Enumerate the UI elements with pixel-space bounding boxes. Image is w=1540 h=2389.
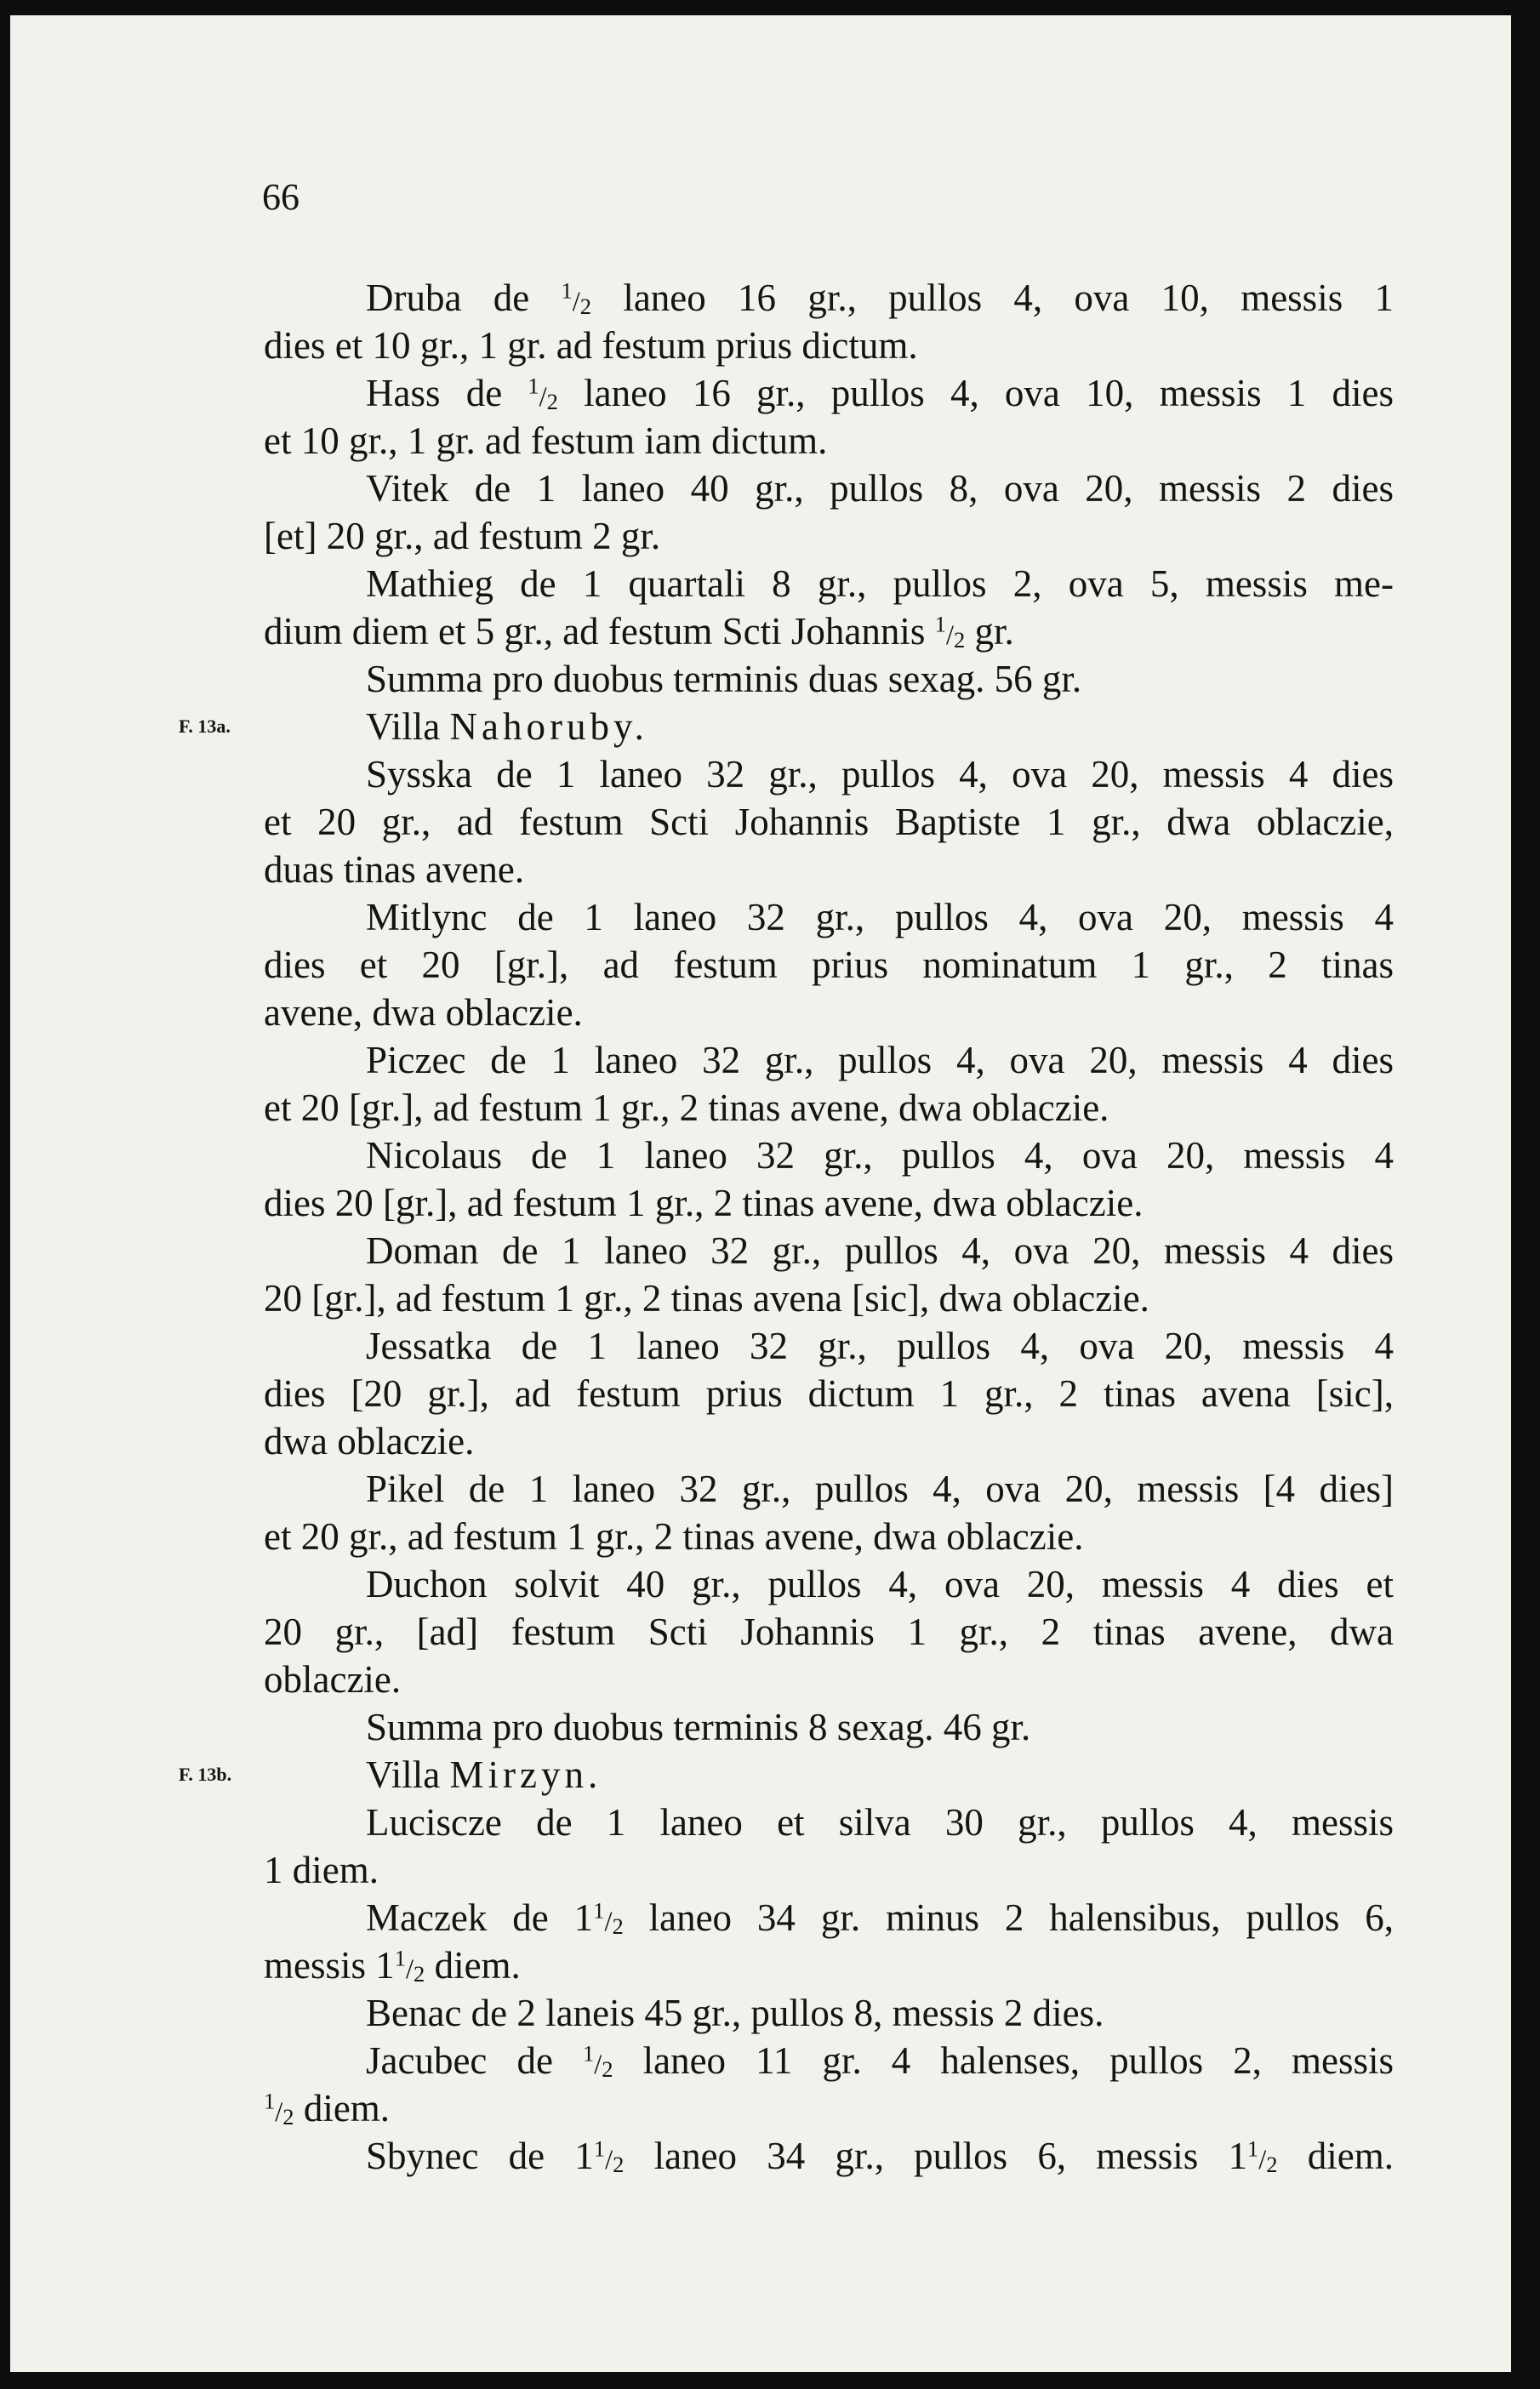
village-heading-mirzyn: Villa Mirzyn. <box>366 1753 602 1796</box>
margin-note-folio-13b: F. 13b. <box>179 1764 232 1785</box>
entry-hass-line-2: et 10 gr., 1 gr. ad festum iam dictum. <box>264 419 828 462</box>
document-page <box>10 15 1511 2372</box>
summa-1: Summa pro duobus terminis duas sexag. 56 gr. <box>366 658 1082 700</box>
entry-vitek-line-2: [et] 20 gr., ad festum 2 gr. <box>264 515 661 557</box>
entry-benac: Benac de 2 laneis 45 gr., pullos 8, messis 2 dies. <box>366 1992 1104 2034</box>
entry-jessatka-line-3: dwa oblaczie. <box>264 1420 475 1462</box>
entry-doman-line-1: Doman de 1 laneo 32 gr., pullos 4, ova 20, messis 4 dies <box>366 1229 1394 1272</box>
entry-sbynec: Sbynec de $1^1/_2$ laneo 34 gr., pullos 6, messis $1^1/_2$ diem. <box>366 2135 1395 2177</box>
fraction-half: $^1/_2$ <box>528 373 558 414</box>
fraction-half: $^1/_2$ <box>582 2040 613 2082</box>
fraction-half: $^1/_2$ <box>394 1945 425 1987</box>
page-number: 66 <box>262 176 299 218</box>
entry-druba-line-2: dies et 10 gr., 1 gr. ad festum prius dictum. <box>264 324 918 367</box>
entry-pikel-line-1: Pikel de 1 laneo 32 gr., pullos 4, ova 20, messis [4 dies] <box>366 1468 1394 1510</box>
fraction-half: $^1/_2$ <box>593 1897 624 1939</box>
village-heading-nahoruby: Villa Nahoruby. <box>366 705 648 748</box>
margin-note-folio-13a: F. 13a. <box>179 716 231 737</box>
entry-jessatka-line-1: Jessatka de 1 laneo 32 gr., pullos 4, ova 20, messis 4 <box>366 1325 1394 1367</box>
entry-jacubec-line-1: Jacubec de $^1/_2$ laneo 11 gr. 4 halenses, pullos 2, messis <box>366 2039 1394 2082</box>
entry-jessatka-line-2: dies [20 gr.], ad festum prius dictum 1 gr., 2 tinas avena [sic], <box>264 1372 1394 1415</box>
entry-maczek-line-2: messis $1^1/_2$ diem. <box>264 1944 521 1987</box>
summa-2: Summa pro duobus terminis 8 sexag. 46 gr. <box>366 1706 1031 1748</box>
entry-sysska-line-1: Sysska de 1 laneo 32 gr., pullos 4, ova 20, messis 4 dies <box>366 753 1394 795</box>
entry-duchon-line-3: oblaczie. <box>264 1658 402 1701</box>
entry-luciscze-line-2: 1 diem. <box>264 1849 379 1891</box>
entry-sysska-line-3: duas tinas avene. <box>264 848 525 891</box>
entry-pikel-line-2: et 20 gr., ad festum 1 gr., 2 tinas avene, dwa oblaczie. <box>264 1515 1084 1558</box>
entry-nicolaus-line-2: dies 20 [gr.], ad festum 1 gr., 2 tinas avene, dwa oblaczie. <box>264 1182 1144 1224</box>
entry-mitlync-line-3: avene, dwa oblaczie. <box>264 991 583 1034</box>
entry-hass-line-1: Hass de $^1/_2$ laneo 16 gr., pullos 4, ova 10, messis 1 dies <box>366 372 1394 414</box>
entry-duchon-line-1: Duchon solvit 40 gr., pullos 4, ova 20, messis 4 dies et <box>366 1563 1394 1605</box>
entry-vitek-line-1: Vitek de 1 laneo 40 gr., pullos 8, ova 20, messis 2 dies <box>366 467 1394 510</box>
fraction-half: $^1/_2$ <box>1247 2135 1278 2177</box>
entry-druba-line-1: Druba de $^1/_2$ laneo 16 gr., pullos 4, ova 10, messis 1 <box>366 277 1394 319</box>
entry-mathieg-line-2: dium diem et 5 gr., ad festum Scti Johannis $^1/_2$ gr. <box>264 610 1014 653</box>
entry-sysska-line-2: et 20 gr., ad festum Scti Johannis Baptiste 1 gr., dwa oblaczie, <box>264 801 1394 843</box>
fraction-half: $^1/_2$ <box>934 611 966 653</box>
entry-mathieg-line-1: Mathieg de 1 quartali 8 gr., pullos 2, ova 5, messis me- <box>366 562 1394 605</box>
entry-maczek-line-1: Maczek de $1^1/_2$ laneo 34 gr. minus 2 halensibus, pullos 6, <box>366 1896 1394 1939</box>
fraction-half: $^1/_2$ <box>264 2088 294 2130</box>
entry-jacubec-line-2: $^1/_2$ diem. <box>264 2087 391 2130</box>
entry-nicolaus-line-1: Nicolaus de 1 laneo 32 gr., pullos 4, ova 20, messis 4 <box>366 1134 1394 1177</box>
entry-mitlync-line-1: Mitlync de 1 laneo 32 gr., pullos 4, ova 20, messis 4 <box>366 896 1394 938</box>
fraction-half: $^1/_2$ <box>593 2135 625 2177</box>
entry-piczec-line-1: Piczec de 1 laneo 32 gr., pullos 4, ova 20, messis 4 dies <box>366 1039 1394 1081</box>
entry-luciscze-line-1: Luciscze de 1 laneo et silva 30 gr., pullos 4, messis <box>366 1801 1394 1844</box>
fraction-half: $^1/_2$ <box>561 277 592 319</box>
entry-piczec-line-2: et 20 [gr.], ad festum 1 gr., 2 tinas avene, dwa oblaczie. <box>264 1086 1109 1129</box>
entry-duchon-line-2: 20 gr., [ad] festum Scti Johannis 1 gr., 2 tinas avene, dwa <box>264 1611 1394 1653</box>
entry-doman-line-2: 20 [gr.], ad festum 1 gr., 2 tinas avena [sic], dwa oblaczie. <box>264 1277 1149 1320</box>
entry-mitlync-line-2: dies et 20 [gr.], ad festum prius nominatum 1 gr., 2 tinas <box>264 944 1394 986</box>
